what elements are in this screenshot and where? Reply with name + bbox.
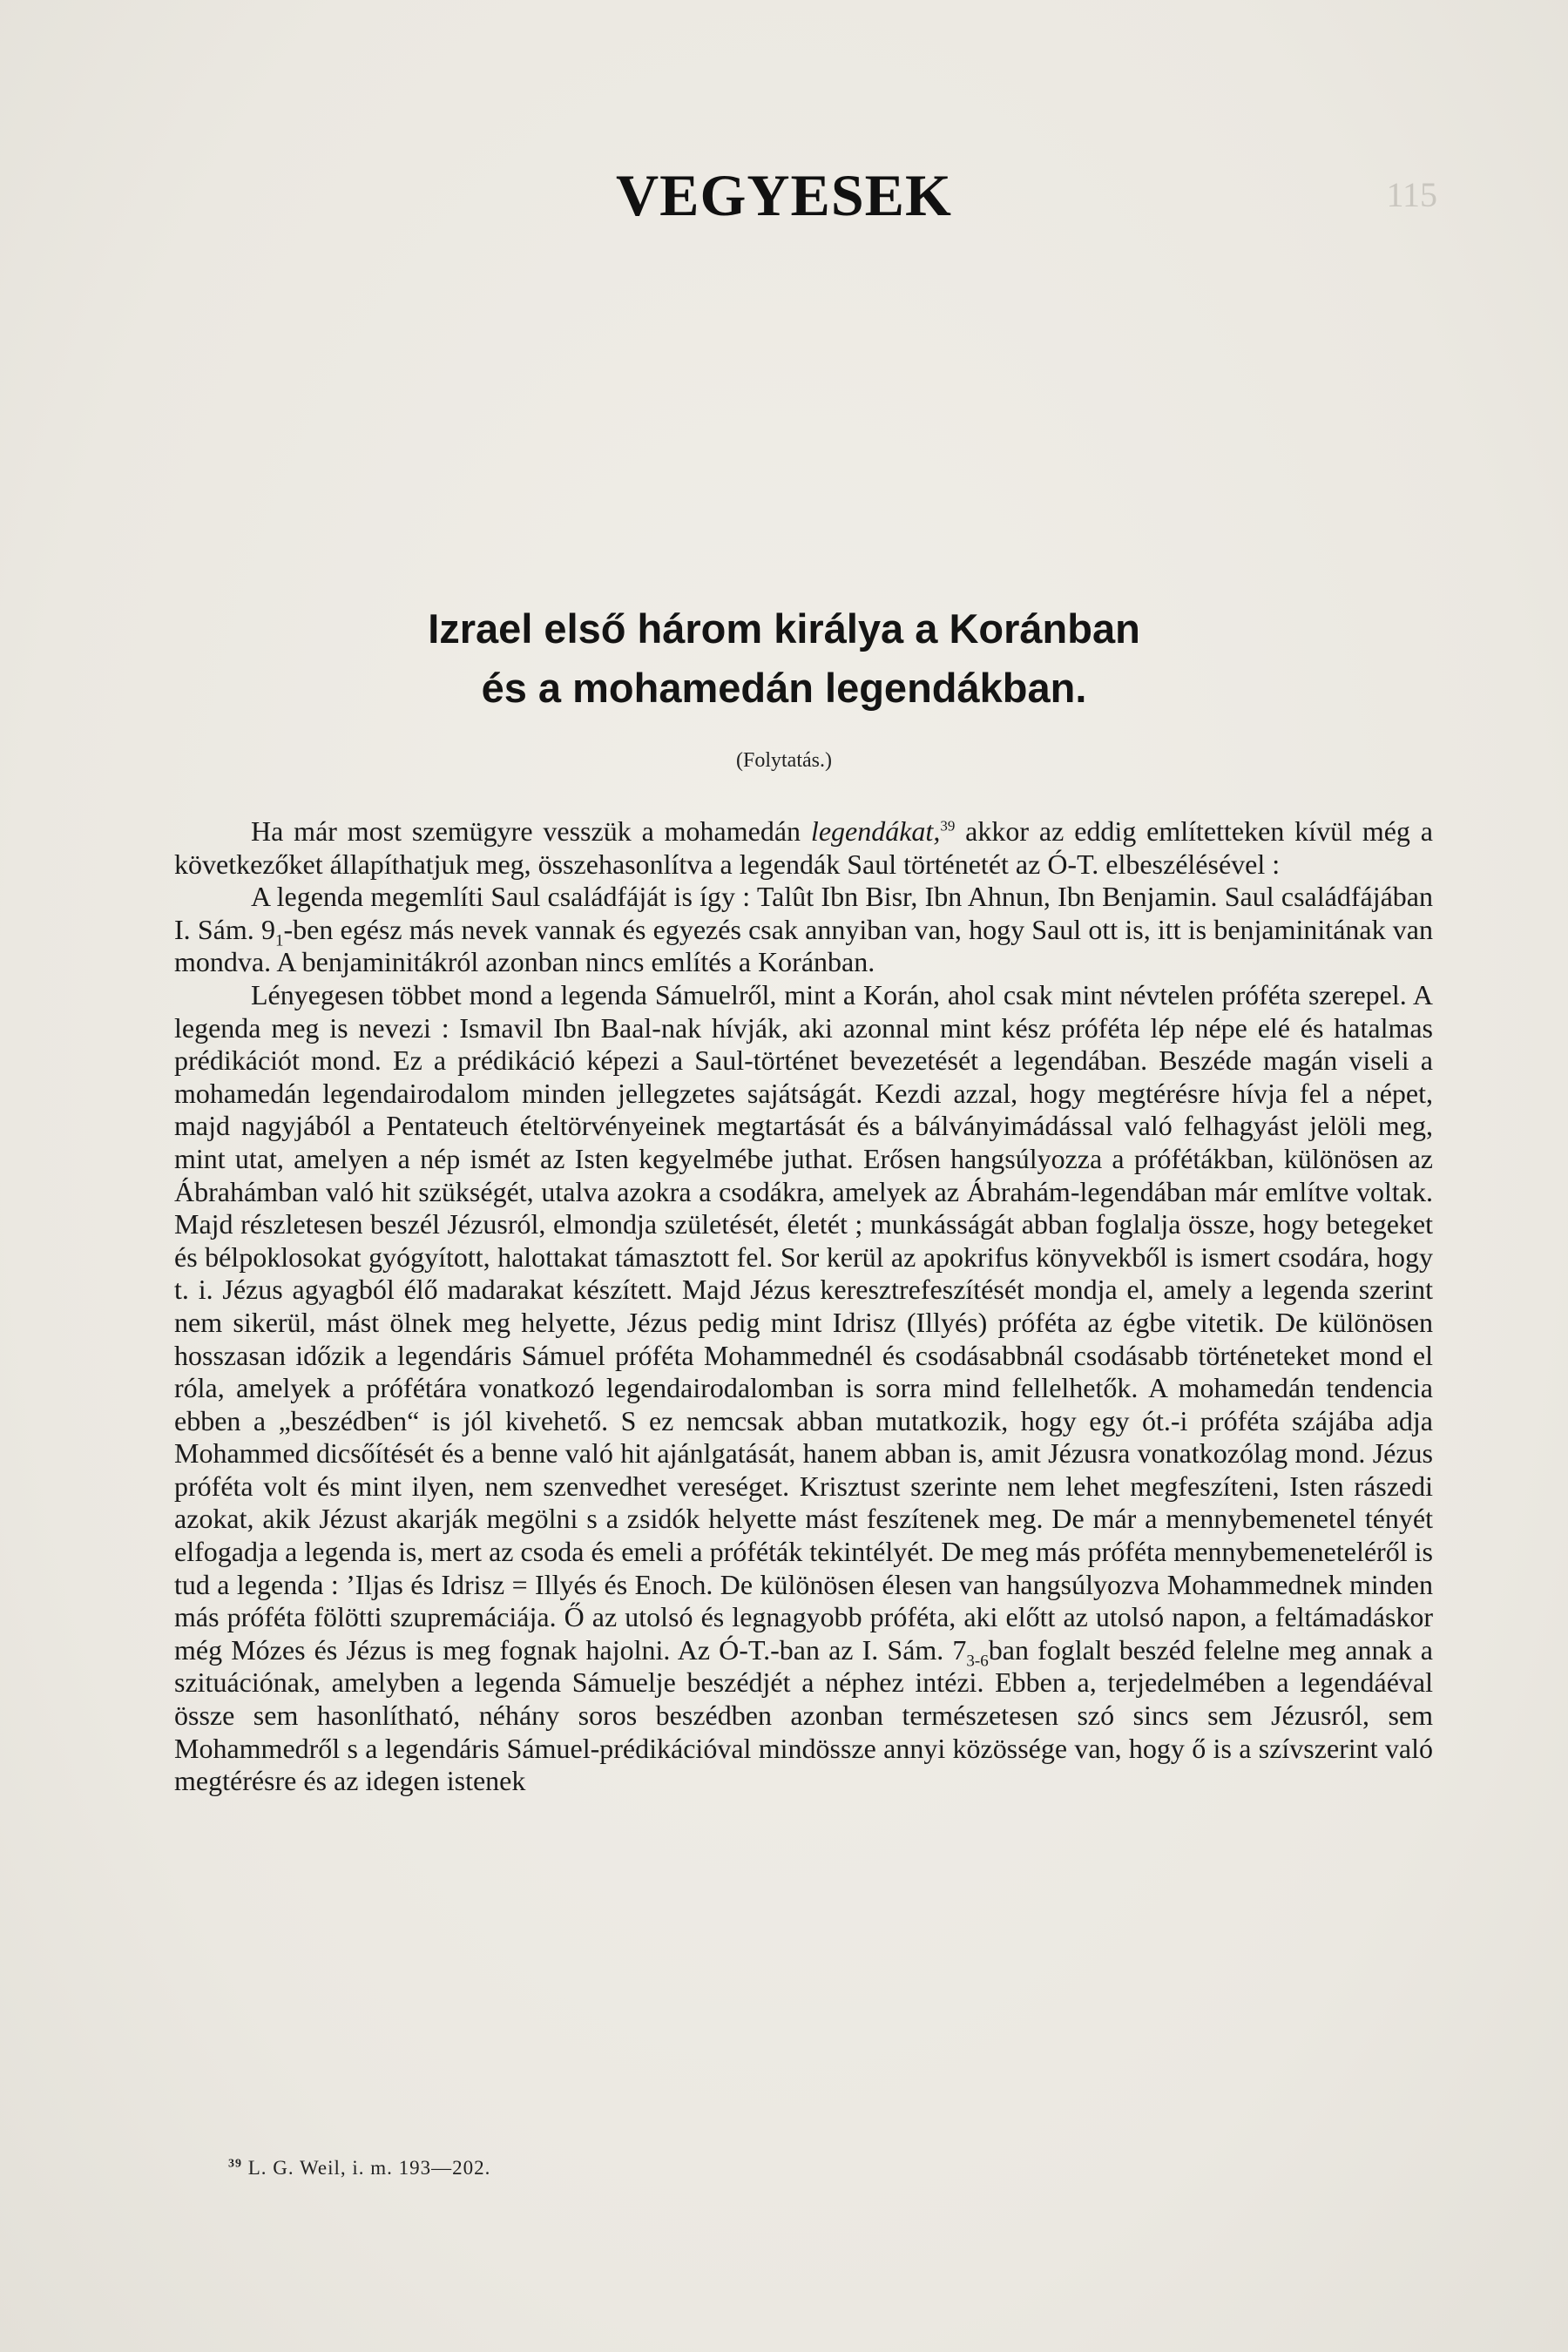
footnote: [228, 2157, 490, 2180]
paragraph-3: [174, 979, 1433, 1798]
p3-text-b: ban foglalt beszéd felelne meg annak a szituációnak, amelyben a legenda Sámuelje beszédjét a néphez intézi. Ebben a, terjedelmében a legendáéval össze sem hasonlítható, néhány soros beszédben azonban természetesen szó sincs sem Jézusról, sem Mohammedről s a legendáris Sámuel-prédikációval mindössze annyi közössége van, hogy ő is a szívszerint való megtérésre és az idegen istenek: [174, 1633, 1434, 1797]
article-title-line2: és a mohamedán legendákban.: [481, 665, 1087, 711]
p1-text-a: Ha már most szemügyre vesszük a mohamedán: [251, 815, 811, 847]
p2-sub: 1: [274, 931, 284, 950]
footnote-number: 39: [228, 2157, 242, 2171]
p2-text-a: A legenda megemlíti Saul családfáját is így : Talût Ibn Bisr, Ibn Ahnun, Ibn Benjamin. Saul családfájában I. Sám. 9: [174, 881, 1433, 945]
p1-text-b: akkor az eddig említetteken kívül még a következőket állapíthatjuk meg, összehasonlítva a legendák Saul történetét az Ó-T. elbeszélésével :: [174, 815, 1434, 880]
p3-sub: 3-6: [966, 1652, 989, 1671]
p3-text-a: Lényegesen többet mond a legenda Sámuelről, mint a Korán, ahol csak mint névtelen próféta szerepel. A legenda meg is nevezi : Ismavil Ibn Baal-nak hívják, aki azonnal mint kész próféta lép népe elé és hatalmas prédikációt mond. Ez a prédikáció képezi a Saul-történet bevezetését a legendában. Beszéde magán viseli a mohamedán legendairodalom minden jellegzetes sajátságát. Kezdi azzal, hogy megtérésre hívja fel a népet, majd nagyjából a Pentateuch ételtörvényeinek megtartását és a bálványimádással való felhagyást jelöli meg, mint utat, amelyen a nép ismét az Isten kegyelmébe juthat. Erősen hangsúlyozza a prófétákban, különösen az Ábrahámban való hit szükségét, utalva azokra a csodákra, amelyek az Ábrahám-legendában már említve voltak. Majd részletesen beszél Jézusról, elmondja születését, életét ; munkásságát abban foglalja össze, hogy betegeket és bélpoklosokat gyógyított, halottakat támasztott fel. Sor kerül az apokrifus könyvekből is ismert csodára, hogy t. i. Jézus agyagból élő madarakat készített. Majd Jézus keresztrefeszítését mondja el, amely a legenda szerint nem sikerül, mást ölnek meg helyette, Jézus pedig mint Idrisz (Illyés) próféta az égbe vitetik. De különösen hosszasan időzik a legendáris Sámuel próféta Mohammednél és csodásabbnál csodásabb történeteket mond el róla, amelyek a prófétára vonatkozó legendairodalomban is sorra mind fellelhetők. A mohamedán tendencia ebben a „beszédben“ is jól kivehető. S ez nemcsak abban mutatkozik, hogy egy ót.-i próféta szájába adja Mohammed dicsőítését és a benne való hit ajánlgatását, hanem abban is, amit Jézusra vonatkozólag mond. Jézus próféta volt és mint ilyen, nem szenvedhet vereséget. Krisztust szerinte nem lehet megfeszíteni, Isten rászedi azokat, akik Jézust akarják megölni s a zsidók helyette mást feszítenek meg. De már a mennybemenetel tényét elfogadja a legenda is, mert az csoda és emeli a próféták tekintélyét. De meg más próféta mennybemeneteléről is tud a legenda : ’Iljas és Idrisz = Illyés és Enoch. De különösen élesen van hangsúlyozva Mohammednek minden más próféta fölötti szupremáciája. Ő az utolsó és legnagyobb próféta, aki előtt az utolsó napon, a feltámadáskor még Mózes és Jézus is meg fognak hajolni. Az Ó-T.-ban az I. Sám. 7: [174, 978, 1433, 1666]
article-title-line1: Izrael első három királya a Koránban: [428, 605, 1140, 652]
page-number: 115: [1386, 175, 1437, 214]
section-title: VEGYESEK: [616, 162, 952, 228]
article-body: [174, 815, 1433, 1798]
paragraph-1: [174, 815, 1433, 881]
paragraph-2: [174, 881, 1433, 979]
footnote-text: L. G. Weil, i. m. 193—202.: [247, 2157, 491, 2179]
continued-note: (Folytatás.): [736, 749, 832, 772]
article-title: [0, 599, 1568, 718]
p1-italic: legendákat,: [810, 815, 941, 847]
p2-text-b: -ben egész más nevek vannak és egyezés csak annyiban van, hogy Saul ott is, itt is benjaminitának van mondva. A benjaminitákról azonban nincs említés a Koránban.: [174, 913, 1434, 978]
footnote-ref: 39: [940, 817, 956, 835]
